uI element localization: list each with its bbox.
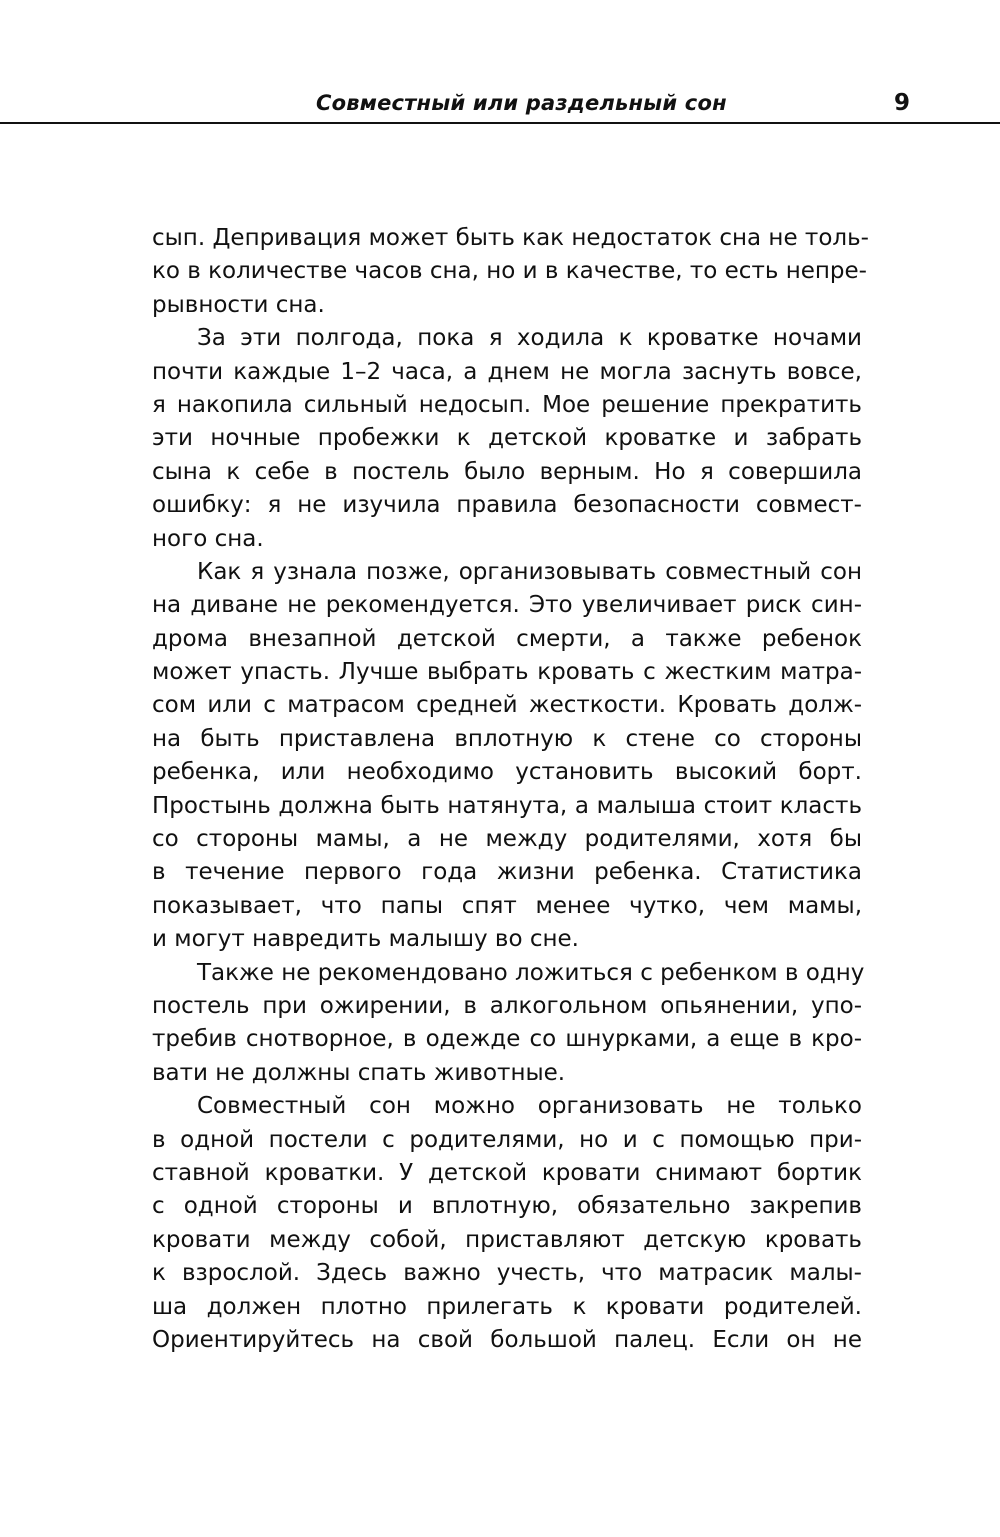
text-line: дрома внезапной детской смерти, а также ребенок (152, 625, 862, 652)
text-line: может упасть. Лучше выбрать кровать с жестким матра- (152, 659, 862, 686)
text-line: ша должен плотно прилегать к кровати родителей. (152, 1293, 862, 1320)
text-line: с одной стороны и вплотную, обязательно закрепив (152, 1193, 862, 1220)
text-line: За эти полгода, пока я ходила к кроватке ночами (197, 325, 862, 352)
header-rule (0, 122, 1000, 124)
text-line: рывности сна. (152, 291, 325, 318)
text-line: Ориентируйтесь на свой большой палец. Если он не (152, 1326, 862, 1353)
text-line: Как я узнала позже, организовывать совместный сон (197, 558, 862, 585)
text-line: ошибку: я не изучила правила безопасности совмест- (152, 492, 862, 519)
text-line: Совместный сон можно организовать не только (197, 1093, 862, 1120)
text-line: постель при ожирении, в алкогольном опьянении, упо- (152, 992, 862, 1019)
text-line: на диване не рекомендуется. Это увеличивает риск син- (152, 592, 862, 619)
text-line: эти ночные пробежки к детской кроватке и забрать (152, 425, 862, 452)
running-head (0, 88, 1000, 124)
text-line: сом или с матрасом средней жесткости. Кровать долж- (152, 692, 862, 719)
text-line: сып. Депривация может быть как недостаток сна не толь- (152, 225, 869, 251)
text-line: вати не должны спать животные. (152, 1059, 566, 1086)
text-line: я накопила сильный недосып. Мое решение прекратить (152, 391, 862, 418)
body-text (152, 222, 869, 1357)
text-line: на быть приставлена вплотную к стене со стороны (152, 725, 862, 752)
text-line: кровати между собой, приставляют детскую кровать (152, 1226, 862, 1253)
page-number: 9 (894, 90, 911, 116)
running-title: Совместный или раздельный сон (316, 91, 727, 115)
text-line: к взрослой. Здесь важно учесть, что матрасик малы- (152, 1260, 862, 1287)
text-line: со стороны мамы, а не между родителями, хотя бы (152, 826, 862, 853)
text-line: Простынь должна быть натянута, а малыша стоит класть (152, 792, 862, 819)
text-line: Также не рекомендовано ложиться с ребенком в одну (197, 959, 865, 986)
text-line: в течение первого года жизни ребенка. Статистика (152, 859, 862, 886)
text-line: ко в количестве часов сна, но и в качестве, то есть непре- (152, 258, 867, 285)
text-line: ного сна. (152, 525, 264, 552)
text-line: в одной постели с родителями, но и с помощью при- (152, 1126, 862, 1153)
text-line: показывает, что папы спят менее чутко, чем мамы, (152, 892, 862, 919)
text-line: ставной кроватки. У детской кровати снимают бортик (152, 1159, 862, 1186)
text-line: почти каждые 1–2 часа, а днем не могла заснуть вовсе, (152, 358, 862, 385)
text-line: требив снотворное, в одежде со шнурками, а еще в кро- (152, 1026, 862, 1053)
text-line: ребенка, или необходимо установить высокий борт. (152, 759, 862, 786)
text-line: сына к себе в постель было верным. Но я совершила (152, 458, 862, 485)
text-line: и могут навредить малышу во сне. (152, 926, 579, 953)
